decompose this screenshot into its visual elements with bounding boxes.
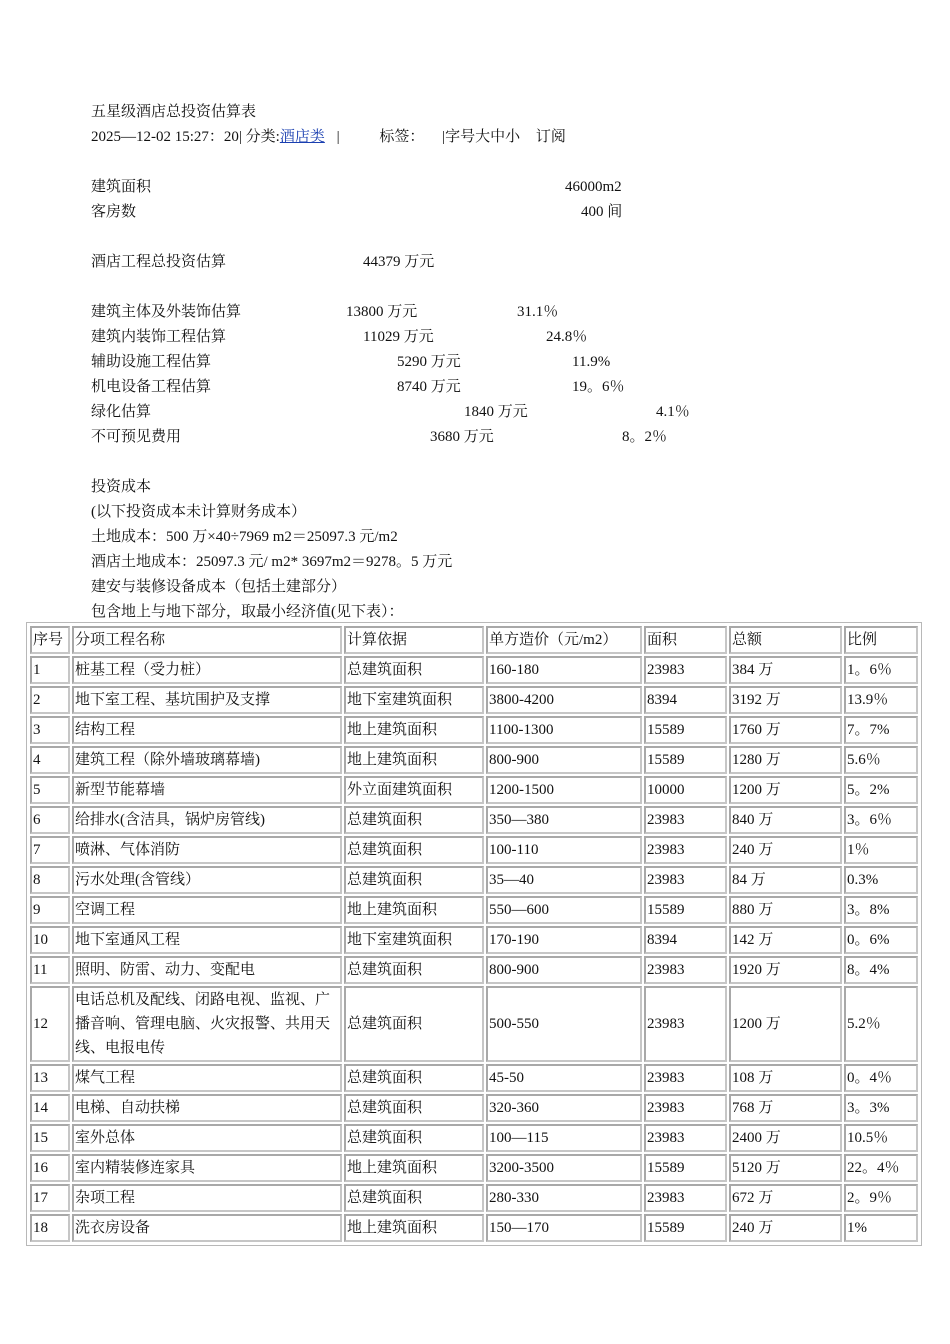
header-item-name: 分项工程名称 [72,626,342,654]
cell-index: 13 [30,1064,70,1092]
cell-ratio: 7。7% [844,716,918,744]
cell-index: 16 [30,1154,70,1182]
cell-index: 18 [30,1214,70,1242]
cell-basis: 总建筑面积 [344,836,484,864]
estimate-percent: 8。2％ [622,429,668,445]
cell-unit-price: 1100-1300 [486,716,642,744]
cell-ratio: 5。2% [844,776,918,804]
estimate-percent: 11.9% [572,354,611,370]
cell-area: 23983 [644,1064,727,1092]
area-value: 46000m2 [565,179,622,195]
cell-ratio: 5.2％ [844,986,918,1062]
table-row [30,926,918,954]
cell-unit-price: 150—170 [486,1214,642,1242]
cell-ratio: 8。4% [844,956,918,984]
cell-index: 3 [30,716,70,744]
cell-unit-price: 550—600 [486,896,642,924]
cell-area: 15589 [644,896,727,924]
cell-unit-price: 160-180 [486,656,642,684]
cell-index: 2 [30,686,70,714]
cell-area: 23983 [644,656,727,684]
cell-ratio: 1％ [844,836,918,864]
cell-basis: 总建筑面积 [344,1094,484,1122]
cell-area: 8394 [644,926,727,954]
cell-area: 15589 [644,1214,727,1242]
cell-total: 880 万 [729,896,842,924]
cell-basis: 地下室建筑面积 [344,686,484,714]
cell-area: 23983 [644,1184,727,1212]
cell-ratio: 10.5％ [844,1124,918,1152]
cell-index: 17 [30,1184,70,1212]
cell-item-name: 电话总机及配线、闭路电视、监视、广播音响、管理电脑、火灾报警、共用天线、电报电传 [72,986,342,1062]
cell-total: 142 万 [729,926,842,954]
cell-unit-price: 350—380 [486,806,642,834]
cell-unit-price: 45-50 [486,1064,642,1092]
cell-item-name: 室外总体 [72,1124,342,1152]
cell-total: 1920 万 [729,956,842,984]
cell-total: 768 万 [729,1094,842,1122]
cell-item-name: 杂项工程 [72,1184,342,1212]
estimate-label: 绿化估算 [91,404,152,420]
cell-basis: 地上建筑面积 [344,1154,484,1182]
tags-label: 标签： [379,129,425,145]
table-row [30,1154,918,1182]
cell-ratio: 0.3% [844,866,918,894]
cell-area: 15589 [644,1154,727,1182]
estimate-label: 不可预见费用 [91,429,182,445]
cell-ratio: 0。4％ [844,1064,918,1092]
cost-table [28,624,920,1244]
cell-total: 1200 万 [729,986,842,1062]
rooms-label: 客房数 [91,204,137,220]
area-label: 建筑面积 [91,179,152,195]
estimate-percent: 4.1％ [656,404,690,420]
cell-basis: 总建筑面积 [344,986,484,1062]
cell-area: 23983 [644,1094,727,1122]
cell-item-name: 喷淋、气体消防 [72,836,342,864]
cell-total: 840 万 [729,806,842,834]
table-row [30,896,918,924]
estimate-amount: 8740 万元 [397,379,461,395]
post-meta [91,127,566,147]
estimate-label: 建筑内装饰工程估算 [91,329,227,345]
cell-index: 8 [30,866,70,894]
cell-unit-price: 170-190 [486,926,642,954]
estimate-percent: 19。6％ [572,379,625,395]
cell-unit-price: 800-900 [486,746,642,774]
cell-total: 384 万 [729,656,842,684]
cell-total: 2400 万 [729,1124,842,1152]
estimate-amount: 5290 万元 [397,354,461,370]
cell-index: 10 [30,926,70,954]
cell-unit-price: 1200-1500 [486,776,642,804]
hotel-land-cost: 酒店土地成本：25097.3 元/ m2* 3697m2＝9278。5 万元 [91,554,453,570]
cell-basis: 外立面建筑面积 [344,776,484,804]
construction-cost: 建安与装修设备成本（包括土建部分） [91,579,347,595]
header-ratio: 比例 [844,626,918,654]
cell-item-name: 电梯、自动扶梯 [72,1094,342,1122]
cell-item-name: 空调工程 [72,896,342,924]
cell-item-name: 结构工程 [72,716,342,744]
cell-basis: 总建筑面积 [344,866,484,894]
header-unit-price: 单方造价（元/m2） [486,626,642,654]
cell-item-name: 新型节能幕墙 [72,776,342,804]
cell-index: 12 [30,986,70,1062]
cell-unit-price: 100-110 [486,836,642,864]
estimate-label: 辅助设施工程估算 [91,354,212,370]
estimate-amount: 13800 万元 [346,304,418,320]
cell-basis: 地上建筑面积 [344,896,484,924]
cell-ratio: 5.6％ [844,746,918,774]
cell-basis: 总建筑面积 [344,1184,484,1212]
cell-total: 1200 万 [729,776,842,804]
font-size-switch[interactable]: 字号大中小 [445,129,521,145]
table-row [30,956,918,984]
cell-item-name: 建筑工程（除外墙玻璃幕墙) [72,746,342,774]
header-total: 总额 [729,626,842,654]
cell-item-name: 室内精装修连家具 [72,1154,342,1182]
cell-total: 1280 万 [729,746,842,774]
cell-index: 14 [30,1094,70,1122]
category-link[interactable]: 酒店类 [279,129,325,145]
page-title: 五星级酒店总投资估算表 [91,104,257,120]
cell-ratio: 13.9％ [844,686,918,714]
cell-index: 9 [30,896,70,924]
table-row [30,836,918,864]
table-row [30,746,918,774]
estimate-amount: 11029 万元 [363,329,434,345]
table-row [30,1214,918,1242]
table-row [30,1094,918,1122]
table-row [30,866,918,894]
table-row [30,776,918,804]
cell-basis: 总建筑面积 [344,1124,484,1152]
cell-total: 3192 万 [729,686,842,714]
cell-ratio: 1% [844,1214,918,1242]
cell-area: 23983 [644,836,727,864]
cell-basis: 总建筑面积 [344,806,484,834]
cell-index: 5 [30,776,70,804]
cost-note: (以下投资成本未计算财务成本） [91,504,306,520]
post-datetime: 2025—12-02 15:27：20| [91,129,242,145]
cell-area: 23983 [644,956,727,984]
cell-basis: 地上建筑面积 [344,1214,484,1242]
separator: | [336,129,340,145]
cell-index: 15 [30,1124,70,1152]
estimate-percent: 24.8％ [546,329,588,345]
cell-item-name: 地下室工程、基坑围护及支撑 [72,686,342,714]
cell-unit-price: 320-360 [486,1094,642,1122]
table-row [30,1184,918,1212]
cell-ratio: 1。6％ [844,656,918,684]
subscribe-link[interactable]: 订阅 [535,129,566,145]
cell-basis: 地下室建筑面积 [344,926,484,954]
cell-unit-price: 280-330 [486,1184,642,1212]
header-area: 面积 [644,626,727,654]
cell-total: 5120 万 [729,1154,842,1182]
cell-ratio: 3。3% [844,1094,918,1122]
table-header-row [30,626,918,654]
cell-unit-price: 3200-3500 [486,1154,642,1182]
cell-unit-price: 3800-4200 [486,686,642,714]
estimate-label: 机电设备工程估算 [91,379,212,395]
table-row [30,1124,918,1152]
cell-index: 7 [30,836,70,864]
header-basis: 计算依据 [344,626,484,654]
cell-basis: 总建筑面积 [344,956,484,984]
cell-total: 108 万 [729,1064,842,1092]
cell-ratio: 2。9％ [844,1184,918,1212]
separator: | [442,129,446,145]
table-row [30,656,918,684]
cell-index: 1 [30,656,70,684]
cost-heading: 投资成本 [91,479,152,495]
cell-item-name: 洗衣房设备 [72,1214,342,1242]
cell-total: 672 万 [729,1184,842,1212]
cell-basis: 总建筑面积 [344,656,484,684]
cell-index: 11 [30,956,70,984]
table-row [30,716,918,744]
cell-ratio: 22。4％ [844,1154,918,1182]
cell-basis: 总建筑面积 [344,1064,484,1092]
land-cost: 土地成本：500 万×40÷7969 m2＝25097.3 元/m2 [91,529,398,545]
estimate-amount: 1840 万元 [464,404,528,420]
total-value: 44379 万元 [363,254,435,270]
table-intro: 包含地上与地下部分，取最小经济值(见下表）： [91,604,404,620]
cost-table-wrapper [26,622,922,1246]
cell-item-name: 污水处理(含管线） [72,866,342,894]
cell-unit-price: 100—115 [486,1124,642,1152]
table-row [30,806,918,834]
cell-item-name: 桩基工程（受力桩） [72,656,342,684]
cell-item-name: 照明、防雷、动力、变配电 [72,956,342,984]
cell-item-name: 给排水(含洁具，锅炉房管线) [72,806,342,834]
cell-total: 1760 万 [729,716,842,744]
total-label: 酒店工程总投资估算 [91,254,227,270]
cell-total: 240 万 [729,1214,842,1242]
rooms-value: 400 间 [581,204,623,220]
cell-ratio: 0。6% [844,926,918,954]
cell-unit-price: 800-900 [486,956,642,984]
category-label: 分类: [245,129,280,145]
cell-area: 23983 [644,986,727,1062]
cell-item-name: 地下室通风工程 [72,926,342,954]
cell-unit-price: 500-550 [486,986,642,1062]
cell-area: 15589 [644,716,727,744]
estimate-amount: 3680 万元 [430,429,494,445]
cell-total: 84 万 [729,866,842,894]
cell-area: 10000 [644,776,727,804]
cell-area: 15589 [644,746,727,774]
cell-basis: 地上建筑面积 [344,716,484,744]
cell-area: 23983 [644,1124,727,1152]
table-row [30,686,918,714]
cell-area: 23983 [644,866,727,894]
cell-basis: 地上建筑面积 [344,746,484,774]
cell-ratio: 3。6％ [844,806,918,834]
cell-item-name: 煤气工程 [72,1064,342,1092]
cell-index: 6 [30,806,70,834]
header-index: 序号 [30,626,70,654]
cell-total: 240 万 [729,836,842,864]
cell-index: 4 [30,746,70,774]
cell-unit-price: 35—40 [486,866,642,894]
table-row [30,1064,918,1092]
estimate-percent: 31.1％ [517,304,559,320]
cell-area: 23983 [644,806,727,834]
cell-area: 8394 [644,686,727,714]
estimate-label: 建筑主体及外装饰估算 [91,304,242,320]
cell-ratio: 3。8% [844,896,918,924]
table-row [30,986,918,1062]
